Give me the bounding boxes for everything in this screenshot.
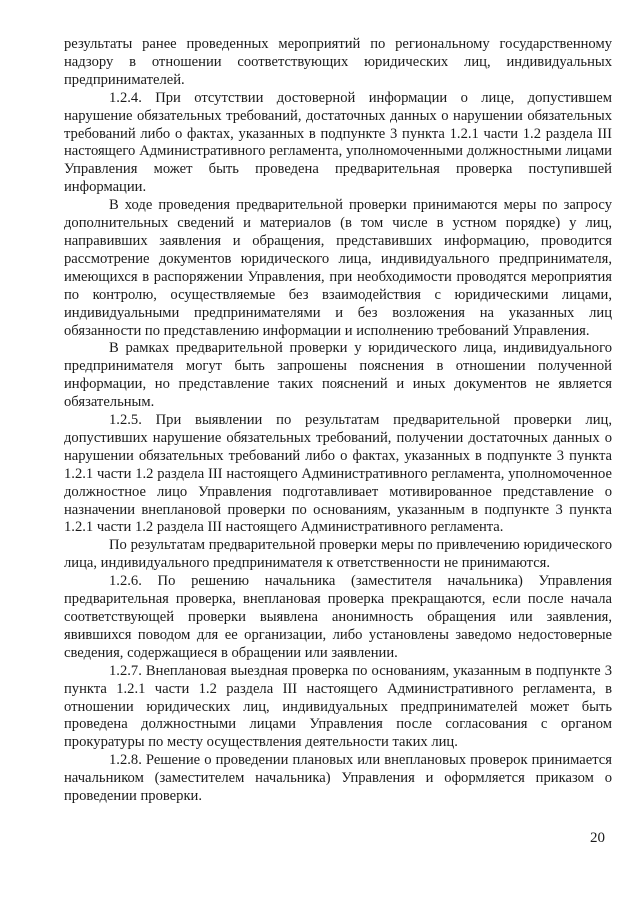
paragraph-1-2-6: 1.2.6. По решению начальника (заместителя начальника) Управления предварительная проверка, внеплановая проверка прекращаются, если после начала соответствующей проверки выявлена анонимность обращения или заявления, явившихся поводом для ее организации, либо установлены заведомо недостоверные сведения, содержащиеся в обращении или заявлении. xyxy=(64,573,612,661)
paragraph-explanations-request: В рамках предварительной проверки у юридического лица, индивидуального предпринимателя могут быть запрошены пояснения в отношении полученной информации, но представление таких пояснений и иных документов не является обязательным. xyxy=(64,340,612,411)
paragraph-1-2-7: 1.2.7. Внеплановая выездная проверка по основаниям, указанным в подпункте 3 пункта 1.2.1 части 1.2 раздела III настоящего Административного регламента, в отношении юридических лиц, индивидуальных предпринимателей может быть проведена должностными лицами Управления после согласования с органом прокуратуры по месту осуществления деятельности таких лиц. xyxy=(64,662,612,751)
paragraph-1-2-8: 1.2.8. Решение о проведении плановых или внеплановых проверок принимается начальником (заместителем начальника) Управления и оформляется приказом о проведении проверки. xyxy=(64,752,612,805)
paragraph-1-2-4: 1.2.4. При отсутствии достоверной информации о лице, допустившем нарушение обязательных требований, достаточных данных о нарушении обязательных требований либо о фактах, указанных в подпункте 3 пункта 1.2.1 части 1.2 раздела III настоящего Административного регламента, уполномоченными должностными лицами Управления может быть проведена предварительная проверка поступившей информации. xyxy=(64,89,612,196)
page-number: 20 xyxy=(590,830,605,846)
paragraph-1-2-5: 1.2.5. При выявлении по результатам предварительной проверки лиц, допустивших нарушение обязательных требований, получении достаточных данных о нарушении обязательных требований либо о фактах, указанных в подпункте 3 пункта 1.2.1 части 1.2 раздела III настоящего Административного регламента, уполномоченное должностное лицо Управления подготавливает мотивированное представление о назначении внеплановой проверки по основаниям, указанным в подпункте 3 пункта 1.2.1 части 1.2 раздела III настоящего Административного регламента. xyxy=(64,412,612,536)
document-page xyxy=(64,36,612,806)
paragraph-no-liability-measures: По результатам предварительной проверки меры по привлечению юридического лица, индивидуального предпринимателя к ответственности не принимаются. xyxy=(64,537,612,572)
paragraph-continuation: результаты ранее проведенных мероприятий по региональному государственному надзору в отношении соответствующих юридических лиц, индивидуальных предпринимателей. xyxy=(64,36,612,88)
scan-edge-artifact xyxy=(628,60,636,880)
paragraph-preliminary-check-measures: В ходе проведения предварительной проверки принимаются меры по запросу дополнительных сведений и материалов (в том числе в устном порядке) у лиц, направивших заявления и обращения, представивших информацию, проводится рассмотрение документов юридического лица, индивидуального предпринимателя, имеющихся в распоряжении Управления, при необходимости проводятся мероприятия по контролю, осуществляемые без взаимодействия с юридическими лицами, индивидуальными предпринимателями и без возложения на указанных лиц обязанности по представлению информации и исполнению требований Управления. xyxy=(64,197,612,339)
